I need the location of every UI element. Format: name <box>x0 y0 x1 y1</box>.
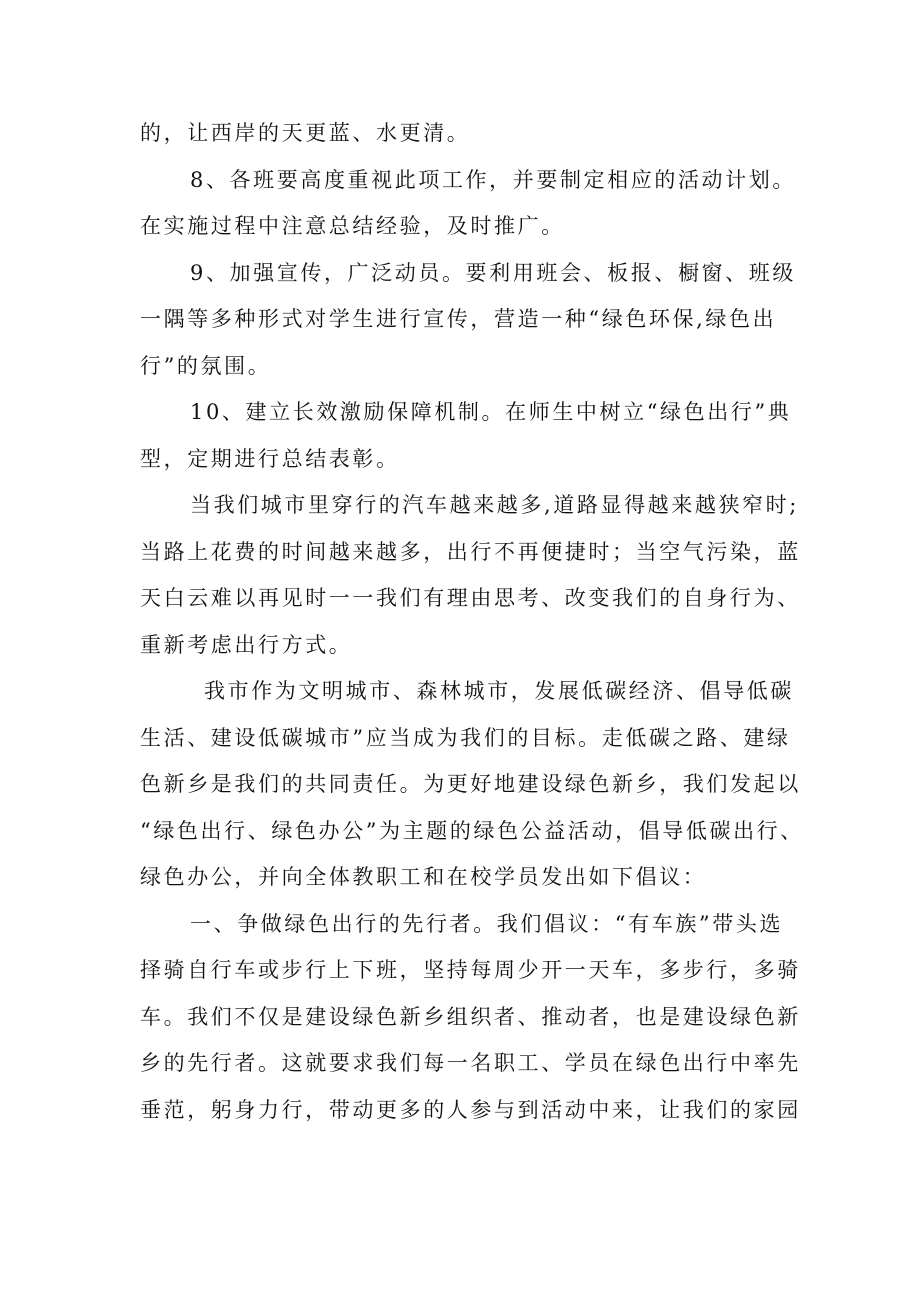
text-line: 择骑自行车或步行上下班，坚持每周少开一天车，多步行，多骑 <box>140 958 801 982</box>
text-line: 型，定期进行总结表彰。 <box>140 446 400 471</box>
text-line: 色新乡是我们的共同责任。为更好地建设绿色新乡，我们发起以 <box>140 772 801 796</box>
text-line: 当我们城市里穿行的汽车越来越多,道路显得越来越狭窄时; <box>190 493 799 517</box>
text-line: 重新考虑出行方式。 <box>140 632 353 657</box>
text-line: 天白云难以再见时一一我们有理由思考、改变我们的自身行为、 <box>140 586 801 610</box>
text-line: 乡的先行者。这就要求我们每一名职工、学员在绿色出行中率先 <box>140 1051 801 1075</box>
text-line: 10、建立长效激励保障机制。在师生中树立“绿色出行”典 <box>190 400 792 424</box>
text-line: 9、加强宣传，广泛动员。要利用班会、板报、橱窗、班级 <box>190 260 796 285</box>
text-line: 8、各班要高度重视此项工作，并要制定相应的活动计划。 <box>190 167 796 192</box>
text-line: 一、争做绿色出行的先行者。我们倡议：“有车族”带头选 <box>190 911 784 936</box>
text-line: 在实施过程中注意总结经验，及时推广。 <box>140 214 565 238</box>
text-line: 绿色办公，并向全体教职工和在校学员发出如下倡议： <box>140 865 707 889</box>
text-line: 垂范，躬身力行，带动更多的人参与到活动中来，让我们的家园 <box>140 1097 801 1122</box>
text-line: 我市作为文明城市、森林城市，发展低碳经济、倡导低碳 <box>204 679 794 703</box>
text-line: 生活、建设低碳城市”应当成为我们的目标。走低碳之路、建绿 <box>140 725 791 750</box>
text-line: 当路上花费的时间越来越多，出行不再便捷时；当空气污染，蓝 <box>140 539 801 564</box>
text-line: 一隅等多种形式对学生进行宣传，营造一种“绿色环保,绿色出 <box>140 307 777 331</box>
text-line: “绿色出行、绿色办公”为主题的绿色公益活动，倡导低碳出行、 <box>140 818 804 843</box>
document-body <box>140 110 804 1133</box>
text-line: 行”的氛围。 <box>140 353 272 378</box>
text-line: 车。我们不仅是建设绿色新乡组织者、推动者，也是建设绿色新 <box>140 1004 801 1029</box>
text-line: 的，让西岸的天更蓝、水更清。 <box>140 121 471 145</box>
